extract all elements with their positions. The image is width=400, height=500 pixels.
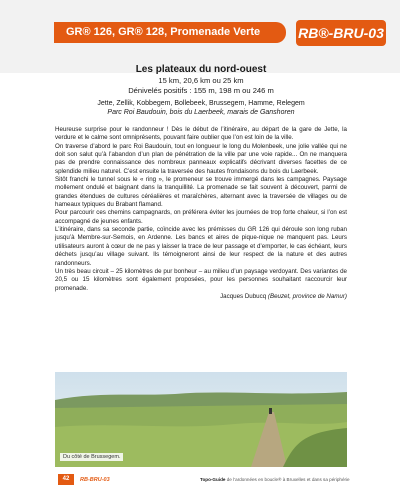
body-paragraph: Pour parcourir ces chemins campagnards, on préférera éviter les journées de trop forte chaleur, si l’on est accompagné de jeunes enfants. (55, 209, 347, 225)
parks-list: Parc Roi Baudouin, bois du Laerbeek, marais de Ganshoren (107, 109, 295, 116)
body-text (55, 126, 347, 396)
body-paragraph: Un très beau circuit – 25 kilomètres de pur bonheur – au milieu d’un paysage verdoyant. Des variantes de 20,5 ou 15 kilomètres sont également proposées, pour les personnes souhaitant raccourcir leur promenade. (55, 267, 347, 292)
author-signoff (55, 293, 347, 301)
author-name: Jacques Dubucq (220, 292, 267, 300)
footer-tagline (200, 477, 348, 482)
body-paragraph: On traverse d’abord le parc Roi Baudouin, tout en longueur le long du Molenbeek, une jolie vallée qui ne doit son salut qu’à l’abandon d’un plan de pénétration de la ville par une voie rapide... On ne manquera pas de prendre connaissance des nombreux panneaux explicatifs décrivant diverses facettes de ce splendide milieu naturel. C’est ensuite la traversée des hautes frondaisons du bois du Laerbeek. (55, 142, 347, 175)
section-heading (55, 63, 347, 96)
body-paragraph: Sitôt franchi le tunnel sous le « ring », le promeneur se trouve immergé dans les campagnes. Paysage mollement ondulé et baignant dans la tranquillité. La promenade se fait souvent à découvert, parmi de grandes étendues de cultures céréalières et maraîchères, alternant avec la traversée de villages ou de hameaux typiques du Brabant flamand. (55, 176, 347, 209)
route-code-badge: RB®-BRU-03 (296, 20, 386, 46)
page-title: Les plateaux du nord-ouest (135, 64, 267, 75)
body-paragraph: L’itinéraire, dans sa seconde partie, coïncide avec les prémisses du GR 126 qui déroule son long ruban jusqu’à Membre-sur-Semois, en Ardenne. Les bancs et aires de pique-nique ne manquent pas. Leurs utilisateurs auront à cœur de ne pas y laisser la trace de leur passage et d’emporter, le cas échéant, leurs déchets jusqu’au village suivant. Ils témoigneront ainsi de leur respect de la nature et des autres randonneurs. (55, 226, 347, 267)
body-paragraph: Heureuse surprise pour le randonneur ! Dès le début de l’itinéraire, au départ de la gare de Jette, la verdure et le calme sont omniprésents, pouvant faire oublier que l’on est loin de la ville. (55, 126, 347, 142)
elevation-text: Dénivelés positifs : 155 m, 198 m ou 246 m (128, 86, 274, 95)
author-place: (Beuzet, province de Namur) (267, 292, 347, 300)
footer-tagline-text: de l’ardonnées en boucle® à Bruxelles et dans sa périphérie (225, 477, 350, 482)
communes-list: Jette, Zellik, Kobbegem, Bollebeek, Brussegem, Hamme, Relegem (97, 100, 305, 107)
footer-route-code: RB-BRU-03 (80, 477, 110, 483)
route-title: GR® 126, GR® 128, Promenade Verte (66, 26, 261, 38)
places-block (55, 99, 347, 117)
footer-tagline-brand: Topo-Guide (200, 477, 226, 482)
page-number: 42 (58, 474, 74, 485)
photo-caption: Du côté de Brussegem. (60, 453, 123, 461)
distances-text: 15 km, 20,6 km ou 25 km (158, 76, 244, 85)
